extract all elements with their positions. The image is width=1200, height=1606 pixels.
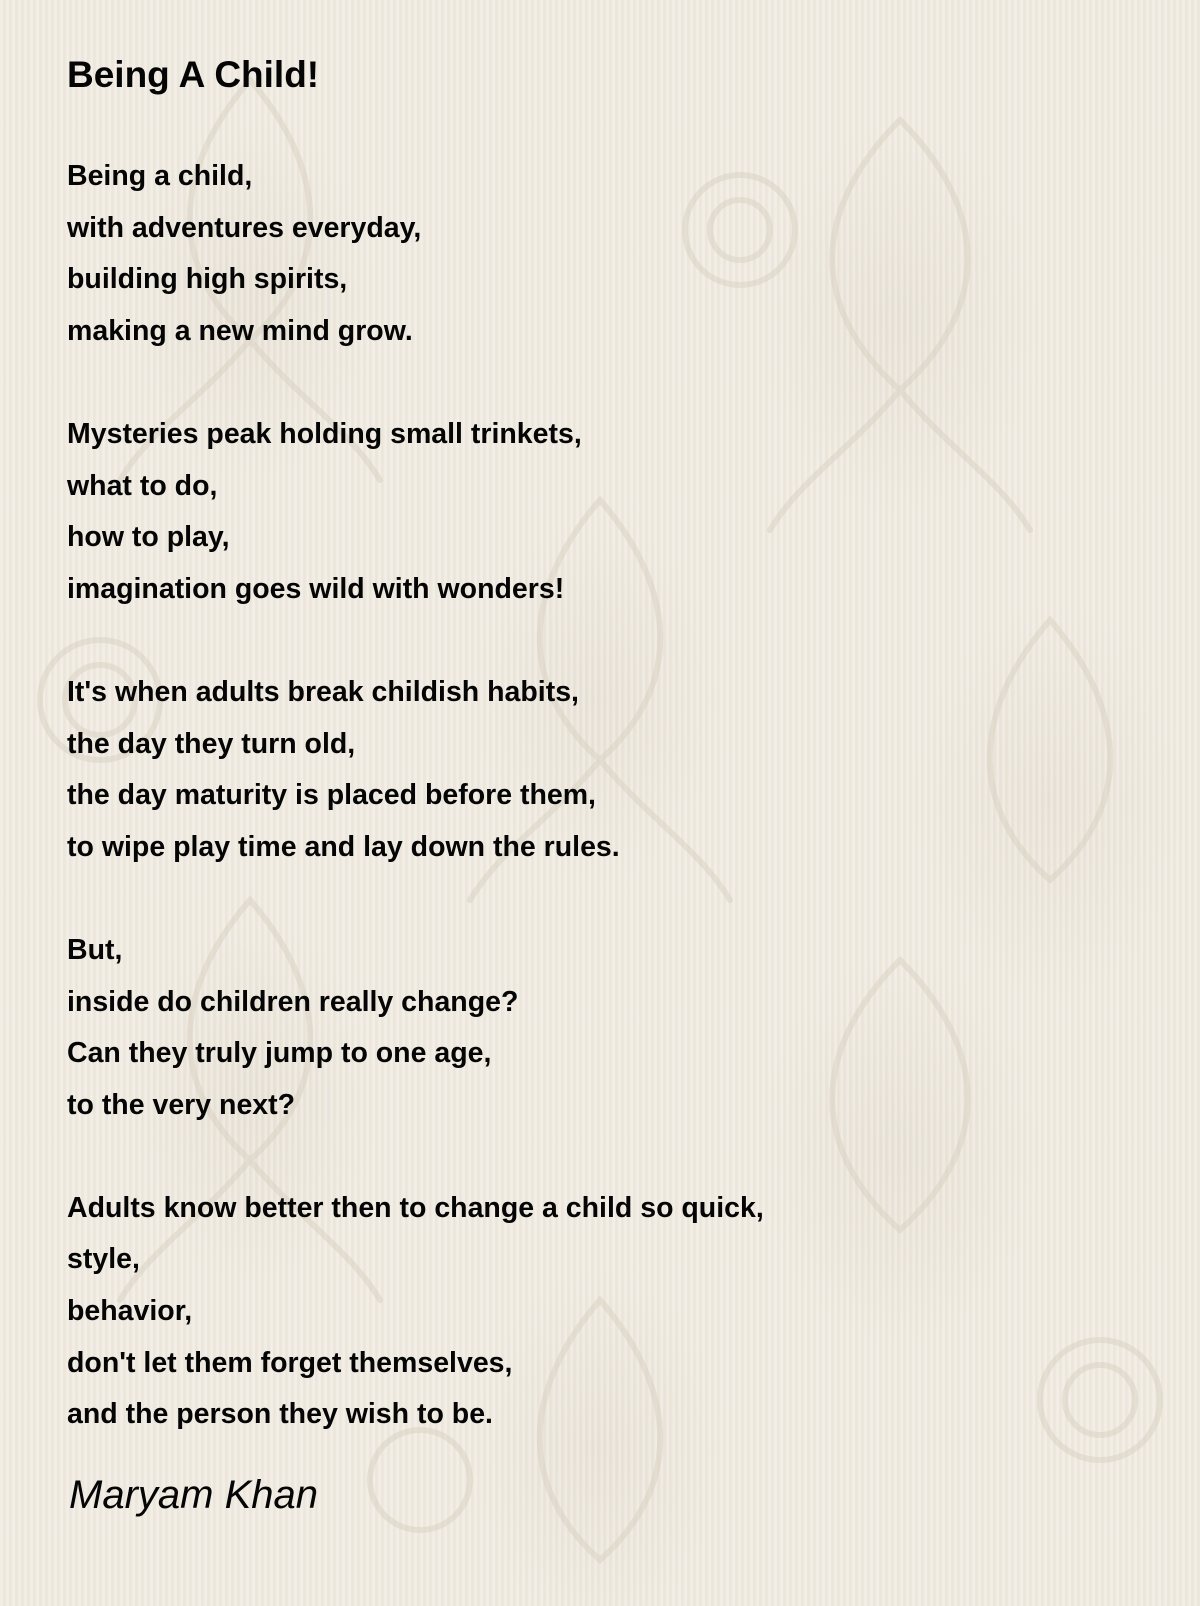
poem-line: building high spirits, [67,263,348,296]
poem-line: But, [67,933,123,966]
poem-line: with adventures everyday, [67,211,422,244]
poem-line: to wipe play time and lay down the rules. [67,830,620,863]
stanza-5 [67,1183,764,1441]
poem-line: to the very next? [67,1088,296,1121]
stanza-1 [67,151,764,357]
poem-title: Being A Child! [67,54,320,95]
stanza-2 [67,409,764,615]
poem-line: how to play, [67,521,230,554]
poem-line: It's when adults break childish habits, [67,675,579,708]
stanza-3 [67,667,764,873]
poem-line: behavior, [67,1295,193,1328]
poem-line: making a new mind grow. [67,314,413,347]
poem-line: don't let them forget themselves, [67,1346,513,1379]
poem-author: Maryam Khan [69,1473,318,1517]
poem-line: Being a child, [67,160,253,192]
poem-line: inside do children really change? [67,985,519,1018]
poem-line: style, [67,1243,140,1276]
poem-body [67,151,764,1492]
poem-line: Can they truly jump to one age, [67,1037,492,1070]
poem-line: Mysteries peak holding small trinkets, [67,417,582,450]
poem-line: the day they turn old, [67,727,356,760]
poem-line: what to do, [67,469,218,502]
poem-line: Adults know better then to change a child so quick, [67,1191,764,1224]
poem-line: the day maturity is placed before them, [67,779,596,812]
stanza-4 [67,925,764,1131]
poem-line: and the person they wish to be. [67,1398,493,1431]
poem-line: imagination goes wild with wonders! [67,572,565,605]
